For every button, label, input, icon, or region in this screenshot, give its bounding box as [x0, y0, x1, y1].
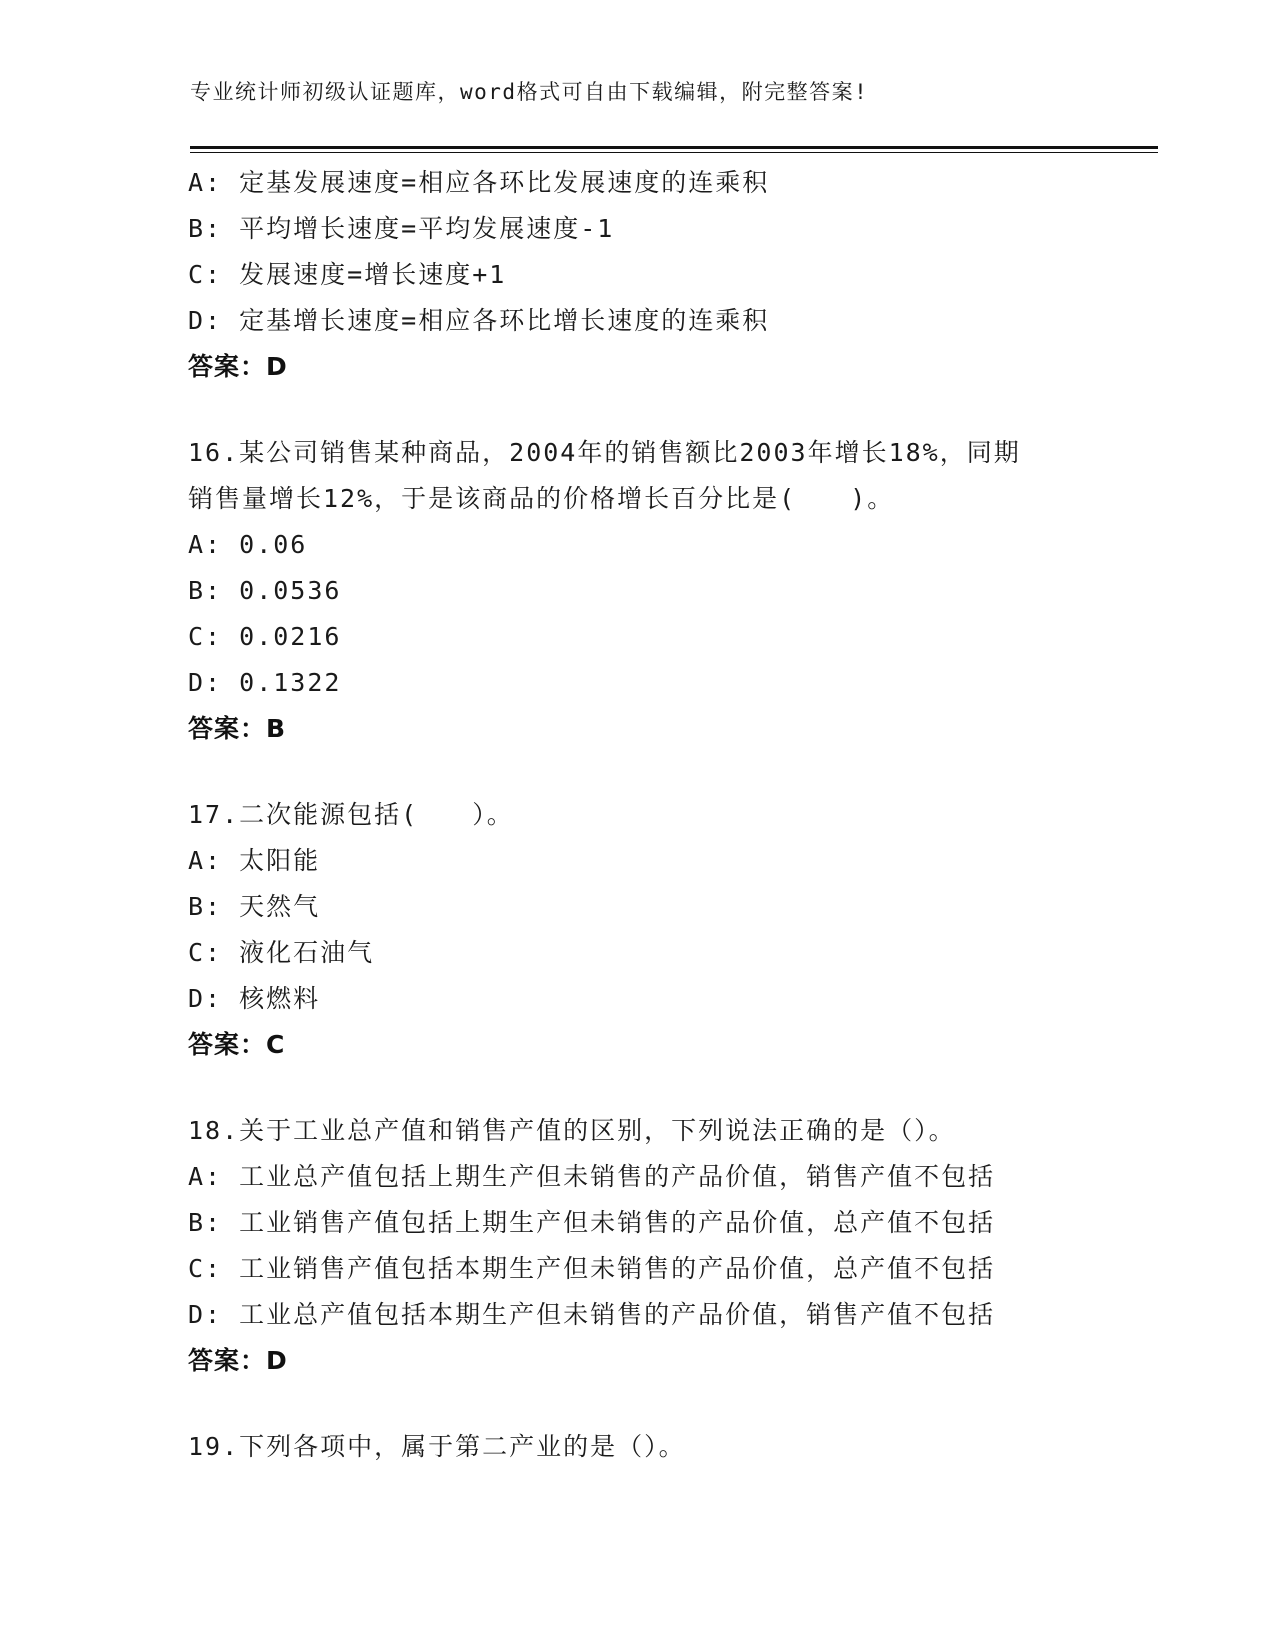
- page-header: 专业统计师初级认证题库，word格式可自由下载编辑，附完整答案!: [190, 80, 869, 104]
- option-c: C: 液化石油气: [188, 938, 375, 967]
- option-a: A: 0.06: [188, 530, 308, 559]
- question-prev: [188, 160, 1168, 390]
- answer: 答案：D: [188, 352, 288, 381]
- option-b: B: 天然气: [188, 892, 321, 921]
- question-stem: 16.某公司销售某种商品，2004年的销售额比2003年增长18%，同期: [188, 438, 1021, 467]
- answer: 答案：B: [188, 714, 287, 743]
- option-b: B: 工业销售产值包括上期生产但未销售的产品价值，总产值不包括: [188, 1208, 996, 1237]
- question-stem: 17.二次能源包括( ）。: [188, 800, 514, 829]
- question-stem: 销售量增长12%，于是该商品的价格增长百分比是( )。: [188, 484, 895, 513]
- option-c: C: 工业销售产值包括本期生产但未销售的产品价值，总产值不包括: [188, 1254, 996, 1283]
- option-a: A: 工业总产值包括上期生产但未销售的产品价值，销售产值不包括: [188, 1162, 996, 1191]
- header-rule: [190, 146, 1158, 149]
- option-c: C: 发展速度=增长速度+1: [188, 260, 507, 289]
- question-18: [188, 1108, 1168, 1384]
- option-a: A: 定基发展速度=相应各环比发展速度的连乘积: [188, 168, 770, 197]
- answer: 答案：D: [188, 1346, 288, 1375]
- question-stem: 19.下列各项中，属于第二产业的是（）。: [188, 1432, 686, 1461]
- question-19: [188, 1424, 1168, 1470]
- header-rule-thin: [190, 152, 1158, 153]
- question-list: [188, 160, 1168, 1470]
- option-a: A: 太阳能: [188, 846, 321, 875]
- question-16: [188, 430, 1168, 752]
- option-b: B: 0.0536: [188, 576, 342, 605]
- question-17: [188, 792, 1168, 1068]
- option-d: D: 核燃料: [188, 984, 321, 1013]
- option-d: D: 0.1322: [188, 668, 342, 697]
- option-b: B: 平均增长速度=平均发展速度-1: [188, 214, 615, 243]
- option-d: D: 定基增长速度=相应各环比增长速度的连乘积: [188, 306, 770, 335]
- answer: 答案：C: [188, 1030, 286, 1059]
- option-c: C: 0.0216: [188, 622, 342, 651]
- question-stem: 18.关于工业总产值和销售产值的区别，下列说法正确的是（）。: [188, 1116, 956, 1145]
- option-d: D: 工业总产值包括本期生产但未销售的产品价值，销售产值不包括: [188, 1300, 996, 1329]
